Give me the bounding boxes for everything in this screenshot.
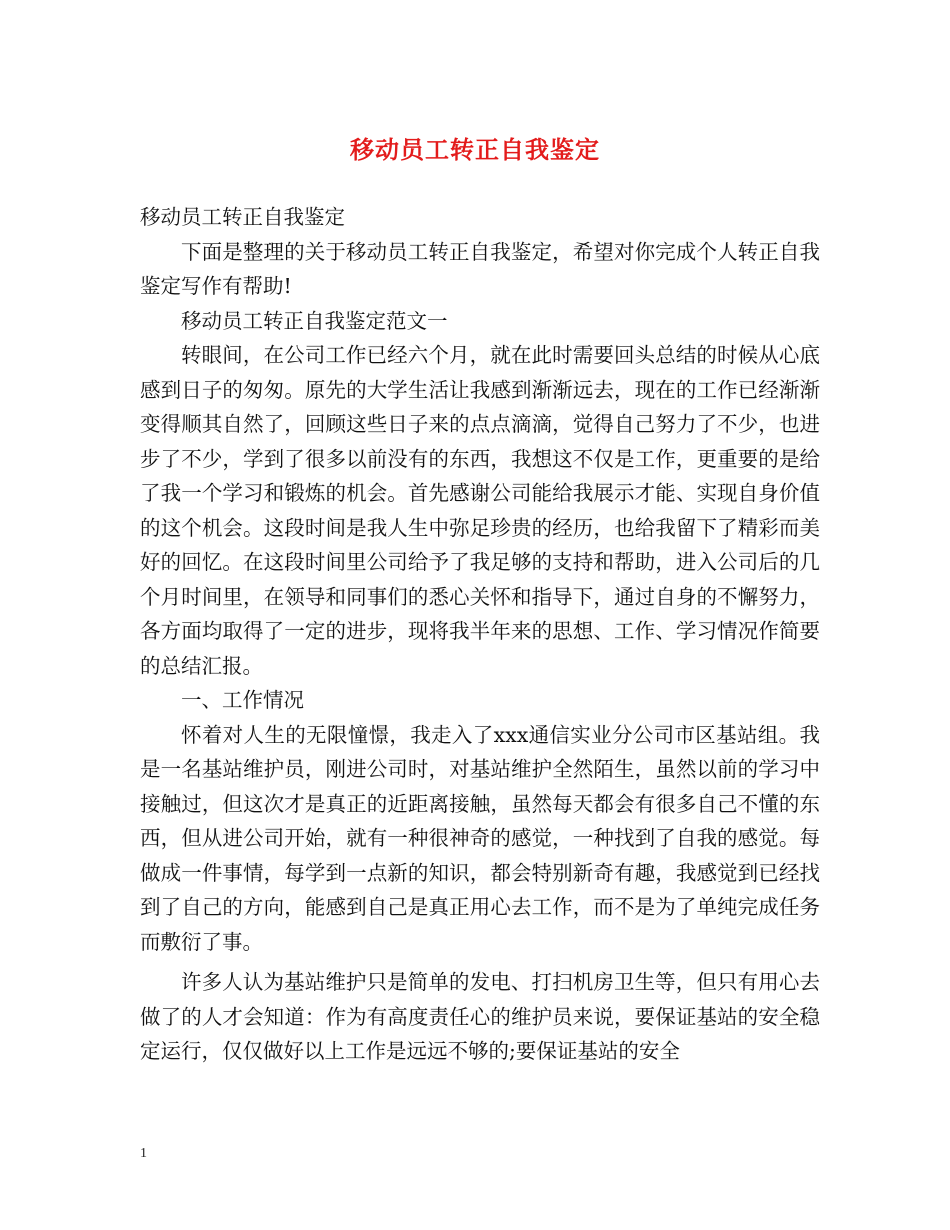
page-number: 1 <box>140 1146 147 1161</box>
body-paragraph: 下面是整理的关于移动员工转正自我鉴定，希望对你完成个人转正自我鉴定写作有帮助! <box>140 239 820 298</box>
section-heading: 一、工作情况 <box>181 688 304 712</box>
body-paragraph: 怀着对人生的无限憧憬，我走入了xxx通信实业分公司市区基站组。我是一名基站维护员，刚进公司时，对基站维护全然陌生，虽然以前的学习中接触过，但这次才是真正的近距离接触，虽然每天都会有很多自己不懂的东西，但从进公司开始，就有一种很神奇的感觉，一种找到了自我的感觉。每做成一件事情，每学到一点新的知识，都会特别新奇有趣，我感觉到已经找到了自己的方向，能感到自己是真正用心去工作，而不是为了单纯完成任务而敷衍了事。 <box>140 722 820 954</box>
document-body <box>140 200 820 1069</box>
body-paragraph: 许多人认为基站维护只是简单的发电、打扫机房卫生等，但只有用心去做了的人才会知道：作为有高度责任心的维护员来说，要保证基站的安全稳定运行，仅仅做好以上工作是远远不够的;要保证基站的安全 <box>140 970 820 1063</box>
document-title: 移动员工转正自我鉴定 <box>350 135 600 164</box>
body-paragraph: 移动员工转正自我鉴定 <box>140 205 345 229</box>
body-paragraph: 转眼间，在公司工作已经六个月，就在此时需要回头总结的时候从心底感到日子的匆匆。原先的大学生活让我感到渐渐远去，现在的工作已经渐渐变得顺其自然了，回顾这些日子来的点点滴滴，觉得自己努力了不少，也进步了不少，学到了很多以前没有的东西，我想这不仅是工作，更重要的是给了我一个学习和锻炼的机会。首先感谢公司能给我展示才能、实现自身价值的这个机会。这段时间是我人生中弥足珍贵的经历，也给我留下了精彩而美好的回忆。在这段时间里公司给予了我足够的支持和帮助，进入公司后的几个月时间里，在领导和同事们的悉心关怀和指导下，通过自身的不懈努力，各方面均取得了一定的进步，现将我半年来的思想、工作、学习情况作简要的总结汇报。 <box>140 343 820 678</box>
section-heading: 移动员工转正自我鉴定范文一 <box>181 308 448 333</box>
